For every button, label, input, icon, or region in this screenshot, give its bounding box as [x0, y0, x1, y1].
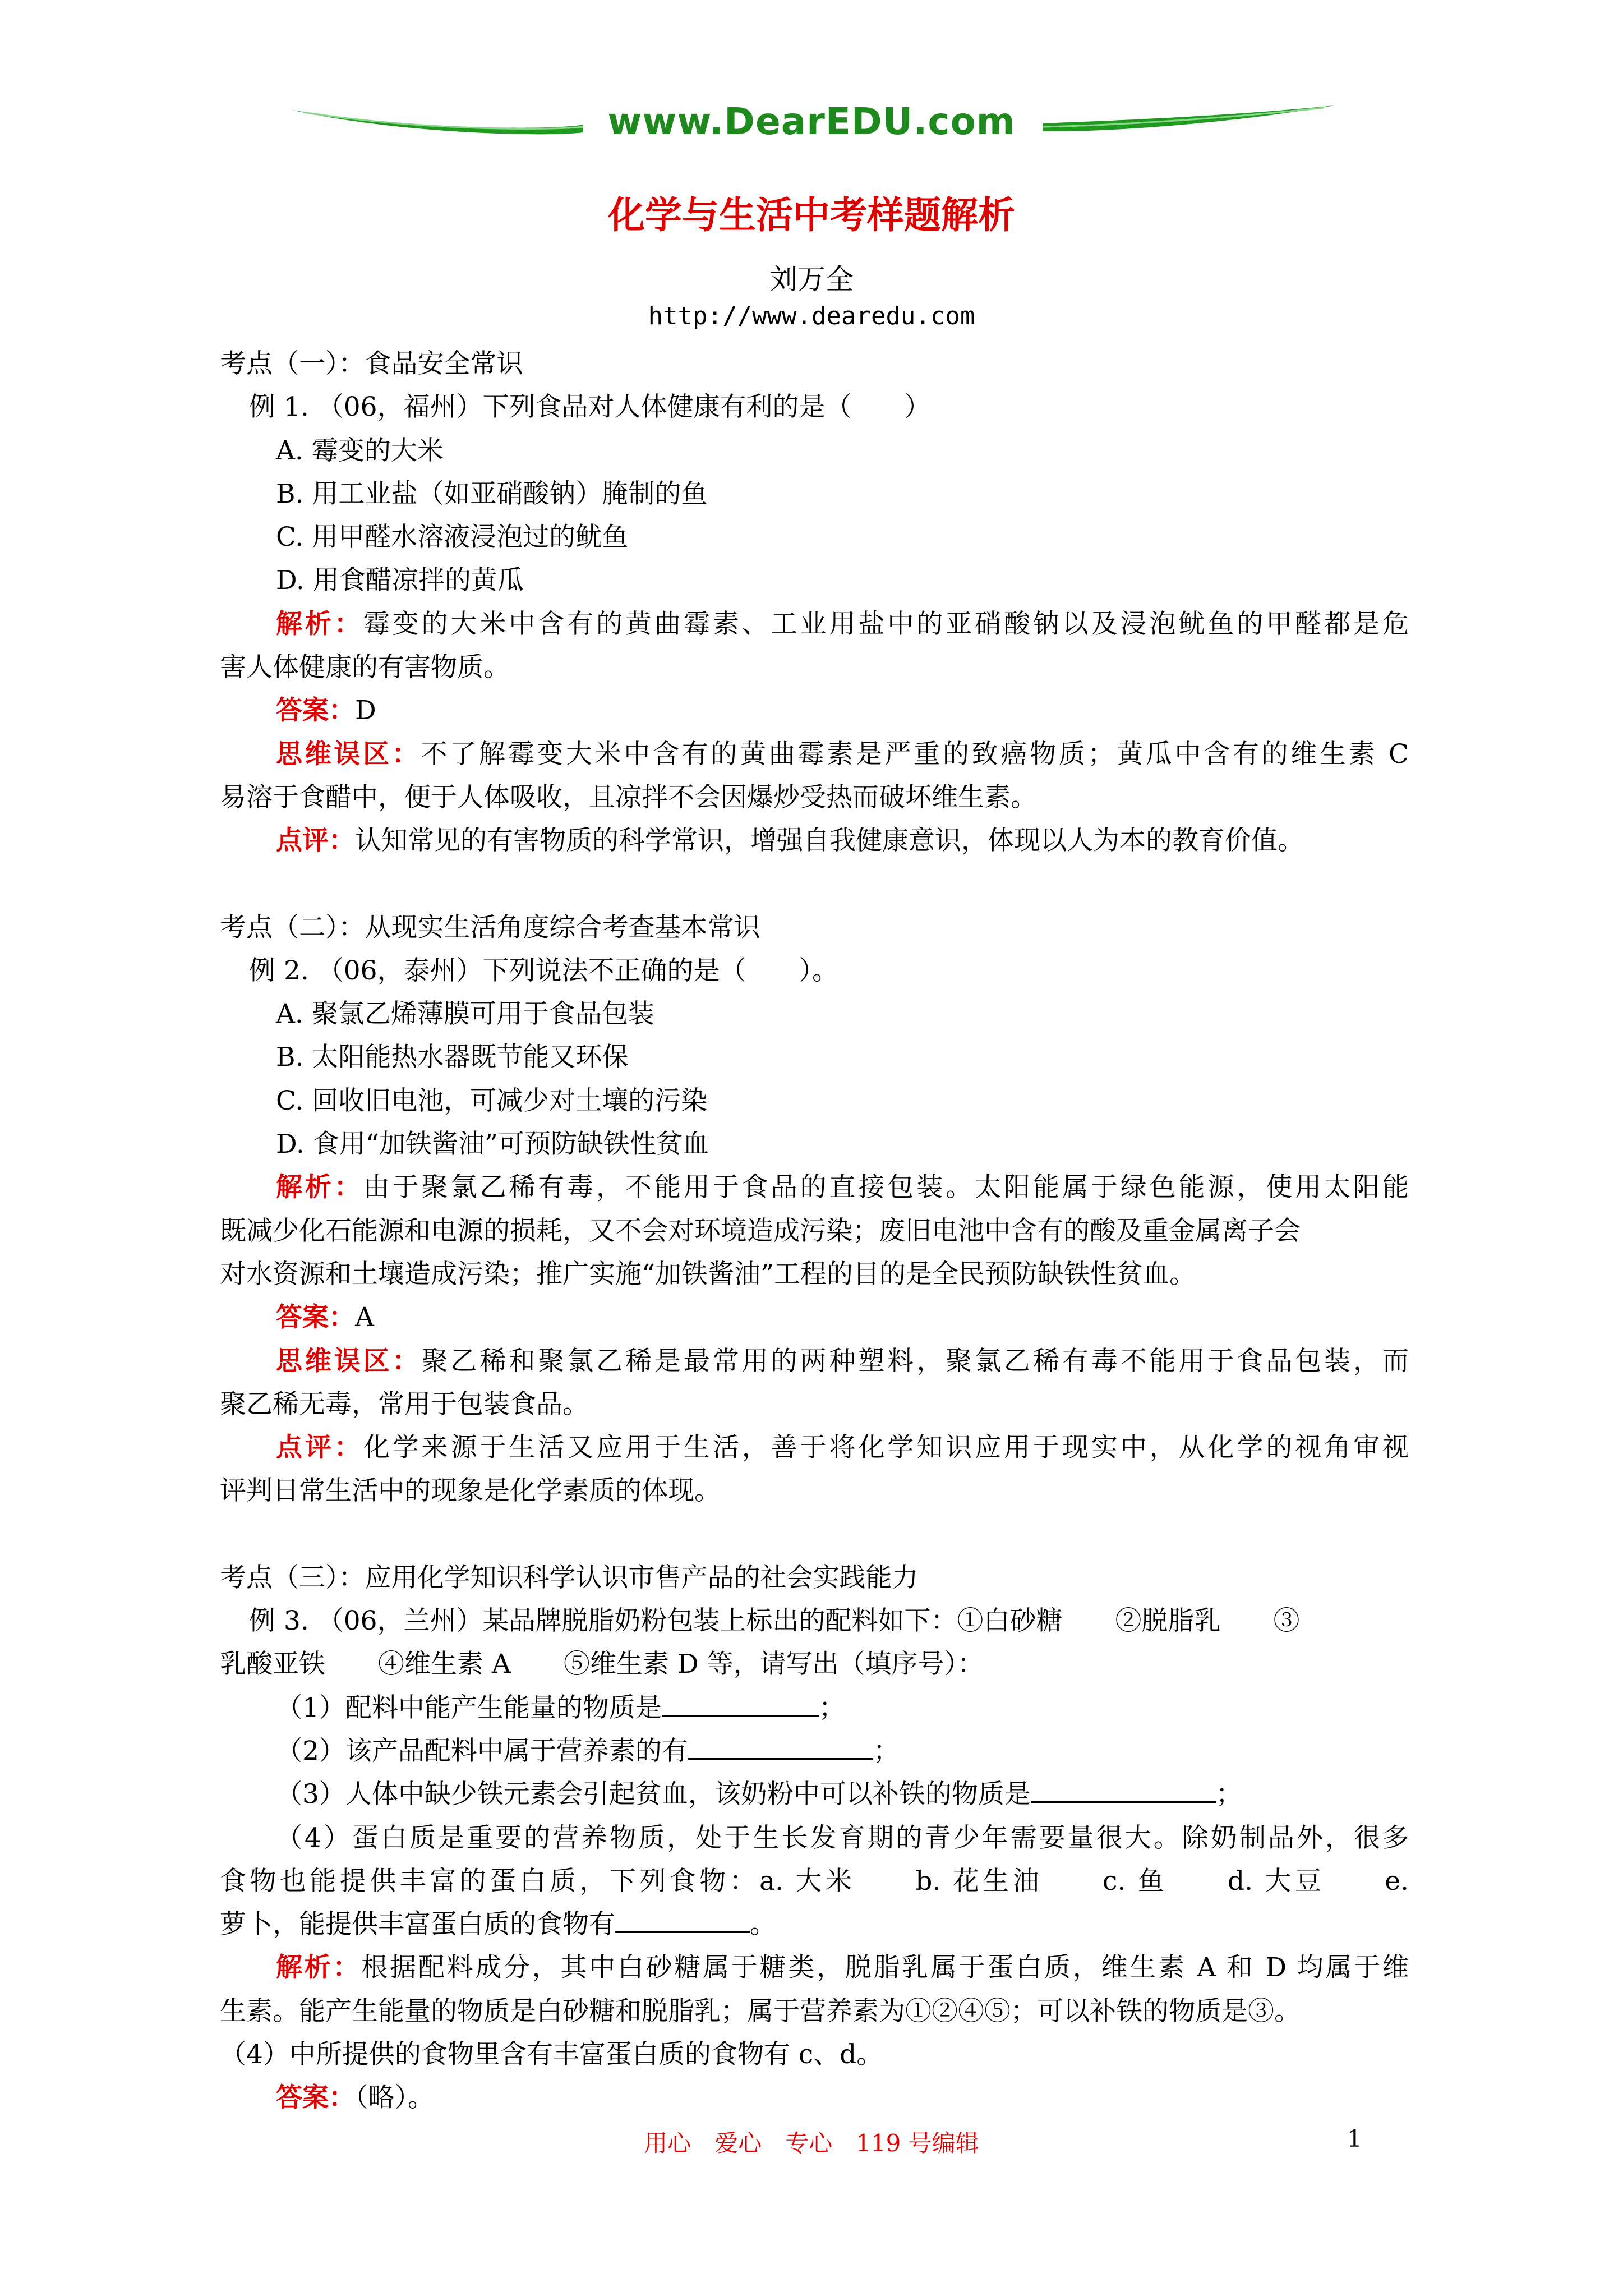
section-heading: 考点（二）：从现实生活角度综合考查基本常识	[220, 912, 760, 943]
sub-question-4: （4）蛋白质是重要的营养物质，处于生长发育期的青少年需要量很大。除奶制品外，很多	[276, 1822, 1409, 1853]
comment-line: 点评：认知常见的有害物质的科学常识，增强自我健康意识，体现以人为本的教育价值。	[276, 825, 1304, 857]
option-a: A. 聚氯乙烯薄膜可用于食品包装	[276, 999, 654, 1030]
option-c: C. 回收旧电池，可减少对土壤的污染	[276, 1085, 708, 1116]
answer-label: 答案：	[276, 1302, 355, 1333]
analysis-text: 对水资源和土壤造成污染；推广实施“加铁酱油”工程的目的是全民预防缺铁性贫血。	[220, 1258, 1196, 1290]
comment-paragraph: 点评：化学来源于生活又应用于生活，善于将化学知识应用于现实中，从化学的视角审视	[276, 1432, 1409, 1464]
answer-value: （略）。	[355, 2082, 434, 2114]
question-text: 乳酸亚铁 ④维生素 A ⑤维生素 D 等，请写出（填序号）：	[220, 1649, 984, 1680]
answer-blank[interactable]	[615, 1931, 750, 1933]
answer-blank[interactable]	[1031, 1801, 1216, 1803]
mistake-text: 聚乙稀无毒，常用于包装食品。	[220, 1388, 589, 1420]
sub-question-4-text: 萝卜，能提供丰富蛋白质的食物有 。	[220, 1909, 776, 1940]
mistake-label: 思维误区：	[276, 1345, 422, 1377]
analysis-text: （4）中所提供的食物里含有丰富蛋白质的食物有 c、d。	[220, 2039, 883, 2070]
analysis-paragraph: 解析：根据配料成分，其中白砂糖属于糖类，脱脂乳属于蛋白质，维生素 A 和 D 均属于维	[276, 1952, 1409, 1984]
analysis-text: 生素。能产生能量的物质是白砂糖和脱脂乳；属于营养素为①②④⑤；可以补铁的物质是③。	[220, 1995, 1301, 2027]
option-d: D. 用食醋凉拌的黄瓜	[276, 565, 524, 596]
analysis-paragraph: 解析：霉变的大米中含有的黄曲霉素、工业用盐中的亚硝酸钠以及浸泡鱿鱼的甲醛都是危	[276, 608, 1409, 639]
answer-value: A	[355, 1302, 374, 1333]
answer-line	[220, 1296, 1409, 1339]
question-text: 例 3. （06，兰州）某品牌脱脂奶粉包装上标出的配料如下：①白砂糖 ②脱脂乳 ③	[249, 1605, 1300, 1637]
mistake-text: 易溶于食醋中，便于人体吸收，且凉拌不会因爆炒受热而破坏维生素。	[220, 781, 1037, 813]
section-heading: 考点（三）：应用化学知识科学认识市售产品的社会实践能力	[220, 1562, 919, 1593]
analysis-label: 解析：	[276, 608, 363, 639]
mistake-label: 思维误区：	[276, 738, 421, 770]
analysis-text: 既减少化石能源和电源的损耗，又不会对环境造成污染；废旧电池中含有的酸及重金属离子会	[220, 1215, 1301, 1246]
answer-line	[220, 689, 1409, 732]
answer-blank[interactable]	[688, 1757, 873, 1760]
answer-blank[interactable]	[662, 1714, 819, 1717]
analysis-label: 解析：	[276, 1172, 363, 1203]
document-title: 化学与生活中考样题解析	[608, 193, 1015, 237]
answer-line	[220, 2076, 1409, 2119]
option-b: B. 用工业盐（如亚硝酸钠）腌制的鱼	[276, 478, 708, 509]
sub-question-2: （2）该产品配料中属于营养素的有 ；	[276, 1735, 900, 1766]
answer-label: 答案：	[276, 2082, 355, 2114]
mistake-paragraph: 思维误区：不了解霉变大米中含有的黄曲霉素是严重的致癌物质；黄瓜中含有的维生素 C	[276, 738, 1409, 770]
option-b: B. 太阳能热水器既节能又环保	[276, 1042, 629, 1073]
analysis-paragraph: 解析：由于聚氯乙稀有毒，不能用于食品的直接包装。太阳能属于绿色能源，使用太阳能	[276, 1172, 1409, 1203]
mistake-paragraph: 思维误区：聚乙稀和聚氯乙稀是最常用的两种塑料，聚氯乙稀有毒不能用于食品包装，而	[276, 1345, 1409, 1377]
site-banner-text: www.DearEDU.com	[607, 100, 1016, 143]
question-text: 例 2. （06，泰州）下列说法不正确的是（ ）。	[249, 955, 839, 986]
sub-question-3: （3）人体中缺少铁元素会引起贫血，该奶粉中可以补铁的物质是 ；	[276, 1779, 1242, 1810]
answer-label: 答案：	[276, 695, 355, 726]
comment-label: 点评：	[276, 825, 355, 857]
analysis-label: 解析：	[276, 1952, 362, 1984]
option-a: A. 霉变的大米	[276, 435, 444, 466]
answer-value: D	[355, 695, 376, 726]
comment-label: 点评：	[276, 1432, 363, 1464]
option-c: C. 用甲醛水溶液浸泡过的鱿鱼	[276, 522, 629, 553]
option-d: D. 食用“加铁酱油”可预防缺铁性贫血	[276, 1129, 709, 1160]
document-body	[220, 342, 1409, 2120]
analysis-text: 害人体健康的有害物质。	[220, 652, 510, 683]
page-footer: 用心 爱心 专心 119 号编辑	[644, 2129, 979, 2157]
sub-question-1: （1）配料中能产生能量的物质是 ；	[276, 1692, 845, 1723]
question-text: 例 1. （06，福州）下列食品对人体健康有利的是（ ）	[249, 392, 931, 423]
author-name: 刘万全	[769, 263, 854, 296]
comment-text: 评判日常生活中的现象是化学素质的体现。	[220, 1475, 721, 1507]
source-url: http://www.dearedu.com	[648, 302, 975, 330]
page-number: 1	[1347, 2125, 1362, 2152]
section-heading: 考点（一）：食品安全常识	[220, 348, 523, 379]
sub-question-4-text: 食物也能提供丰富的蛋白质，下列食物：a. 大米 b. 花生油 c. 鱼 d. 大豆 e.	[220, 1865, 1409, 1897]
